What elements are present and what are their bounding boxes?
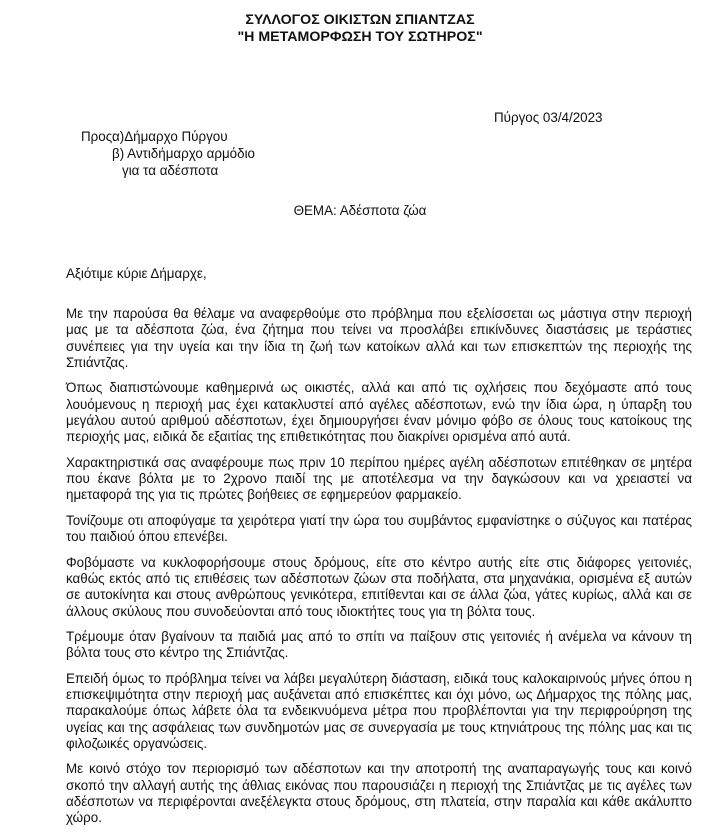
- recipient-line: για τα αδέσποτα: [122, 163, 219, 178]
- letter-body: [66, 306, 692, 836]
- letter-subject: ΘΕΜΑ: Αδέσποτα ζώα: [293, 203, 427, 218]
- body-paragraph: Τρέμουμε όταν βγαίνουν τα παιδιά μας από το σπίτι να παίξουν στις γειτονιές ή ανέμελα να κάνουν τη βόλτα τους στο κέντρο της Σπιάντζας.: [66, 628, 692, 661]
- letterhead: [0, 12, 720, 46]
- recipient-line: β) Αντιδήμαρχο αρμόδιο: [112, 146, 256, 161]
- body-paragraph: Φοβόμαστε να κυκλοφορήσουμε στους δρόμους, είτε στο κέντρο αυτής είτε στις διάφορες γειτονιές, καθώς εκτός από τις επιθέσεις των αδέσποτων ζώων στα ποδήλατα, στα μηχανάκια, ορισμένα εξ αυτών σε αυτοκίνητα και στους ανθρώπους γενικότερα, επιτίθενται και σε άλλα ζώα, γάτες κυρίως, αλλά και σε άλλους σκύλους που συνοδεύονται από τους ιδιοκτήτες τους για τη βόλτα τους.: [66, 554, 692, 619]
- letter-date: Πύργος 03/4/2023: [494, 110, 603, 125]
- body-paragraph: Τονίζουμε οτι αποφύγαμε τα χειρότερα γιατί την ώρα του συμβάντος εμφανίστηκε ο σύζυγος και πατέρας του παιδιού όπου επενέβει.: [66, 512, 692, 545]
- body-paragraph: Επειδή όμως το πρόβλημα τείνει να λάβει μεγαλύτερη διάσταση, ειδικά τους καλοκαιρινούς μήνες όπου η επισκεψιμότητα στην περιοχή μας αυξάνεται από επισκέπτες και όχι μόνο, ως Δήμαρχος της πόλης μας, παρακαλούμε όπως λάβετε όλα τα ενδεικνυόμενα μέτρα που προβλέπονται για την περιφρούρηση της υγείας και της ασφάλειας των συνδημοτών μας σε συνεργασία με τους κτηνιάτρους της πόλης μας και τις φιλοζωικές οργανώσεις.: [66, 670, 692, 751]
- body-paragraph: Όπως διαπιστώνουμε καθημερινά ως οικιστές, αλλά και από τις οχλήσεις που δεχόμαστε από τους λουόμενους η περιοχή μας έχει κατακλυστεί από αγέλες αδέσποτων, ενώ την ίδια ώρα, η ύπαρξη του μεγάλου αυτού αριθμού αδέσποτων, έχει δημιουργήσει έναν μόνιμο φόβο σε όλους τους κατοίκους της περιοχής μας, ειδικά δε εξαιτίας της επιθετικότητας που διακρίνει ορισμένα από αυτά.: [66, 380, 692, 445]
- recipients-block: [112, 128, 255, 179]
- association-subtitle: "Η ΜΕΤΑΜΟΡΦΩΣΗ ΤΟΥ ΣΩΤΗΡΟΣ": [237, 29, 483, 45]
- recipients-label: Προς:: [81, 129, 116, 144]
- recipient-line: α)Δήμαρχο Πύργου: [112, 129, 228, 144]
- body-paragraph: Με κοινό στόχο τον περιορισμό των αδέσποτων και την αποτροπή της αναπαραγωγής τους και κοινό σκοπό την αλλαγή αυτής της άθλιας εικόνας που παρουσιάζει η περιοχή της Σπιάντζας με τις αγέλες των αδέσποτων να περιφέρονται ανεξέλεγκτα στους δρόμους, στη πλατεία, στην παραλία και κάθε ακάλυπτο χώρο.: [66, 761, 692, 826]
- greeting: Αξιότιμε κύριε Δήμαρχε,: [66, 266, 207, 281]
- body-paragraph: Με την παρούσα θα θέλαμε να αναφερθούμε στο πρόβλημα που εξελίσσεται ως μάστιγα στην περιοχή μας με τα αδέσποτα ζώα, ένα ζήτημα που τείνει να προσλάβει επικίνδυνες διαστάσεις με τεράστιες συνέπειες για την υγεία και την ίδια τη ζωή των κατοίκων αλλά και των επισκεπτών της περιοχής της Σπιάντζας.: [66, 306, 692, 370]
- association-name: ΣΥΛΛΟΓΟΣ ΟΙΚΙΣΤΩΝ ΣΠΙΑΝΤΖΑΣ: [245, 12, 475, 28]
- body-paragraph: Χαρακτηριστικά σας αναφέρουμε πως πριν 10 περίπου ημέρες αγέλη αδέσποτων επιτέθηκαν σε μητέρα που έκανε βόλτα με το 2χρονο παιδί της με αποτέλεσμα να την δαγκώσουν και να χρειαστεί να ημεταφορά της για τις πρώτες βοήθειες σε εφημερεύον φαρμακείο.: [66, 454, 692, 503]
